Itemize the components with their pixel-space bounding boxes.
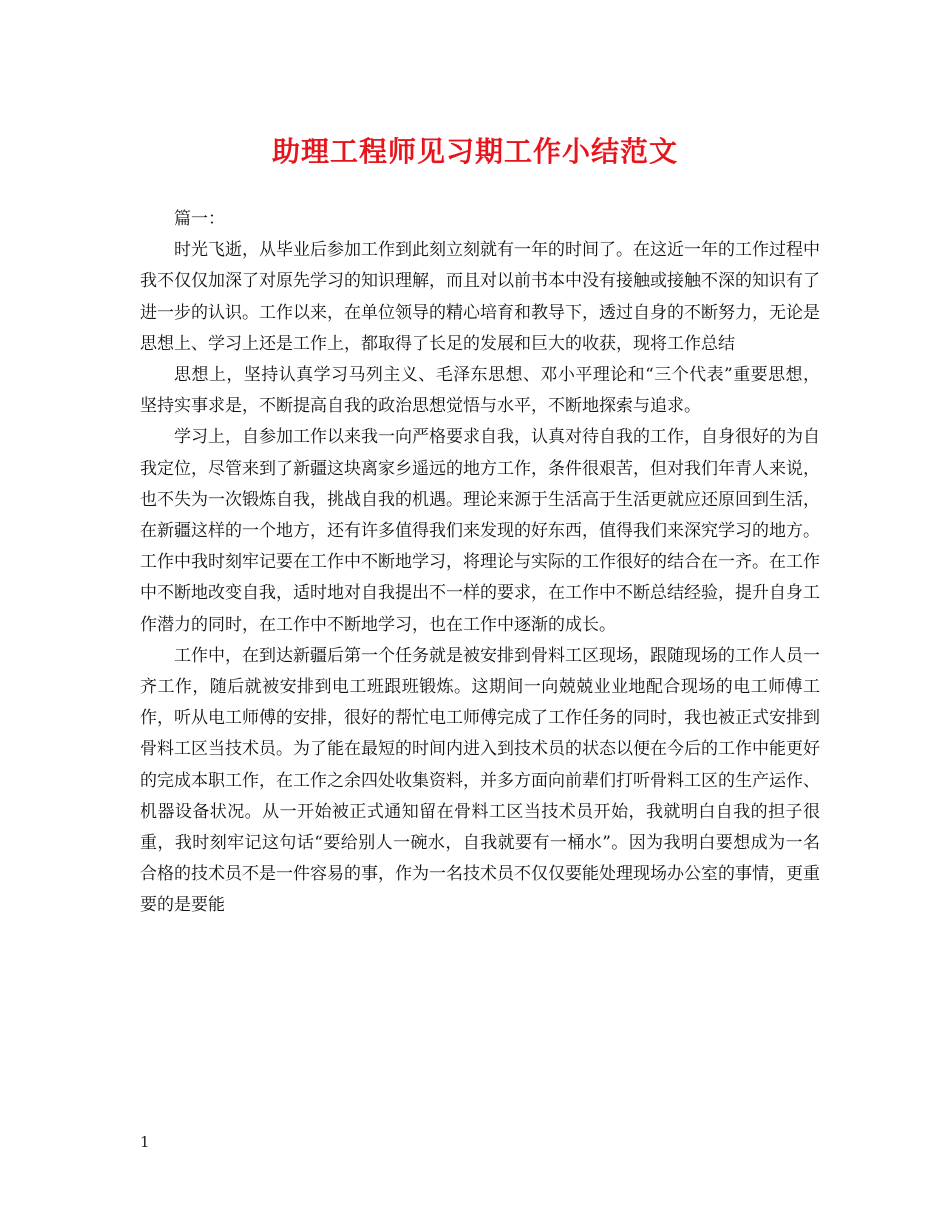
section-heading: 篇一： <box>174 209 225 229</box>
document-body <box>140 204 820 922</box>
paragraph-work: 工作中，在到达新疆后第一个任务就是被安排到骨料工区现场，跟随现场的工作人员一齐工作，随后就被安排到电工班跟班锻炼。这期间一向兢兢业业地配合现场的电工师傅工作，听从电工师傅的安排，很好的帮忙电工师傅完成了工作任务的同时，我也被正式安排到骨料工区当技术员。为了能在最短的时间内进入到技术员的状态以便在今后的工作中能更好的完成本职工作，在工作之余四处收集资料，并多方面向前辈们打听骨料工区的生产运作、机器设备状况。从一开始被正式通知留在骨料工区当技术员开始，我就明白自我的担子很重，我时刻牢记这句话“要给别人一碗水，自我就要有一桶水”。因为我明白要想成为一名合格的技术员不是一件容易的事，作为一名技术员不仅仅要能处理现场办公室的事情，更重要的是要能 <box>140 645 820 916</box>
paragraph-thought: 思想上，坚持认真学习马列主义、毛泽东思想、邓小平理论和“三个代表”重要思想，坚持实事求是，不断提高自我的政治思想觉悟与水平，不断地探索与追求。 <box>140 365 820 417</box>
paragraph-study: 学习上，自参加工作以来我一向严格要求自我，认真对待自我的工作，自身很好的为自我定位，尽管来到了新疆这块离家乡遥远的地方工作，条件很艰苦，但对我们年青人来说，也不失为一次锻炼自我，挑战自我的机遇。理论来源于生活高于生活更就应还原回到生活，在新疆这样的一个地方，还有许多值得我们来发现的好东西，值得我们来深究学习的地方。工作中我时刻牢记要在工作中不断地学习，将理论与实际的工作很好的结合在一齐。在工作中不断地改变自我，适时地对自我提出不一样的要求，在工作中不断总结经验，提升自身工作潜力的同时，在工作中不断地学习，也在工作中逐渐的成长。 <box>140 427 820 635</box>
paragraph-intro: 时光飞逝，从毕业后参加工作到此刻立刻就有一年的时间了。在这近一年的工作过程中我不仅仅加深了对原先学习的知识理解，而且对以前书本中没有接触或接触不深的知识有了进一步的认识。工作以来，在单位领导的精心培育和教导下，透过自身的不断努力，无论是思想上、学习上还是工作上，都取得了长足的发展和巨大的收获，现将工作总结 <box>140 240 820 354</box>
page-number: 1 <box>140 1133 150 1151</box>
document-title: 助理工程师见习期工作小结范文 <box>271 135 678 168</box>
